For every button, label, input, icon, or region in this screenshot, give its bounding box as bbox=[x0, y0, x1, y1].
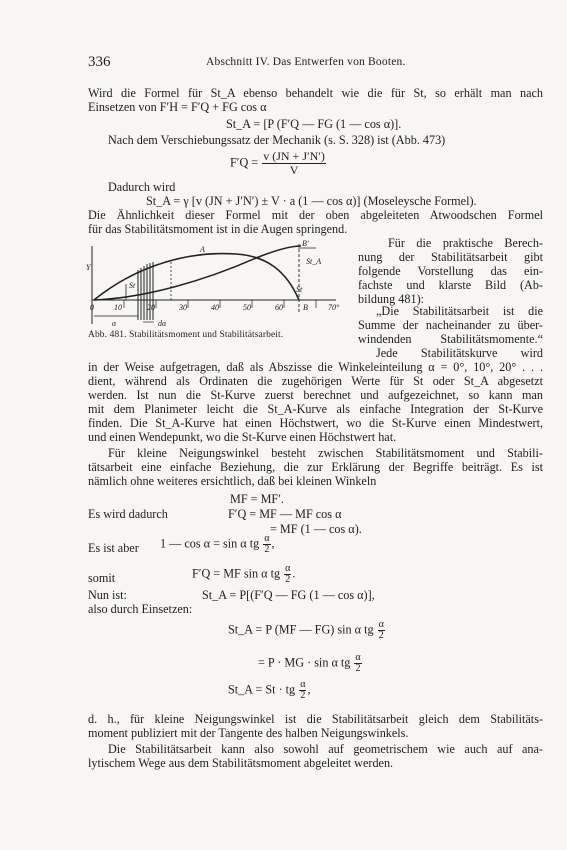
fraction bbox=[378, 620, 385, 641]
text-line: windenden Stabilitätsmomente.“ bbox=[358, 332, 543, 346]
text-line: fachste und klarste Bild (Ab- bbox=[358, 278, 543, 292]
fraction bbox=[262, 150, 326, 177]
text-line: werden. Ist nun die St-Kurve zuerst berechnet und aufgezeichnet, so kann man bbox=[88, 388, 543, 402]
text-line: Jede Stabilitätskurve wird bbox=[376, 346, 543, 360]
fraction bbox=[354, 653, 361, 674]
text-line: Dadurch wird bbox=[108, 180, 176, 194]
text-line: nämlich ohne weiteres ersichtlich, daß bei kleinen Winkeln bbox=[88, 474, 377, 488]
equation: 1 — cos α = sin α tg $\frac{\alpha}{2}$ , bbox=[160, 533, 275, 555]
curve-label-b-prime: B′ bbox=[302, 240, 309, 248]
equation: = MF (1 — cos α). bbox=[270, 522, 362, 536]
text-line: bildung 481): bbox=[358, 292, 425, 306]
st-a-curve bbox=[94, 246, 301, 300]
equation: St_A = P[(F′Q — FG (1 — cos α)], bbox=[202, 588, 375, 602]
text-line: d. h., für kleine Neigungswinkel ist die Stabilitätsarbeit gleich dem Stabilitäts- bbox=[88, 712, 543, 726]
fraction-numerator: α bbox=[300, 679, 306, 690]
equation-label: somit bbox=[88, 571, 116, 585]
text-line: dient, während als Ordinaten die zugehörigen Werte für St oder St_A abgesetzt bbox=[88, 374, 543, 388]
equation: St_A = [P (F′Q — FG (1 — cos α)]. bbox=[226, 117, 402, 131]
curve-label-st-inner: St bbox=[129, 281, 136, 290]
x-tick-label: 40 bbox=[211, 303, 219, 312]
text-line: also durch Einsetzen: bbox=[88, 602, 193, 616]
text-line: folgende Vorstellung das ein- bbox=[358, 264, 543, 278]
text-line: für das Stabilitätsmoment ist in die Augen springend. bbox=[88, 222, 348, 236]
fraction-denominator: 2 bbox=[264, 544, 270, 555]
text-line: Einsetzen von F′H = F′Q + FG cos α bbox=[88, 100, 267, 114]
text-line: in der Weise aufgetragen, daß als Abszisse die Winkeleinteilung α = 0°, 10°, 20° . . . bbox=[88, 360, 543, 374]
figure-caption: Abb. 481. Stabilitätsmoment und Stabilitätsarbeit. bbox=[88, 330, 284, 340]
text-line: Die Stabilitätsarbeit kann also sowohl auf geometrischem wie auch auf ana- bbox=[108, 742, 543, 756]
eq-text: 1 — cos α = sin α tg bbox=[160, 536, 260, 551]
eq-text: St_A = P (MF — FG) sin α tg bbox=[228, 622, 374, 637]
fraction-denominator: V bbox=[289, 163, 299, 177]
curve-label-a: A bbox=[200, 245, 205, 254]
fraction-denominator: 2 bbox=[285, 574, 291, 585]
eq-lhs: F′Q = bbox=[230, 155, 259, 170]
page-number: 336 bbox=[88, 54, 111, 70]
x-end-label: 70° bbox=[328, 303, 340, 312]
x-tick-label: 60 bbox=[275, 303, 283, 312]
fraction-denominator: 2 bbox=[378, 630, 384, 641]
alpha-label: α bbox=[112, 319, 117, 328]
fraction-numerator: α bbox=[355, 652, 361, 663]
running-header bbox=[88, 54, 488, 70]
text-line: finden. Die St_A-Kurve hat einen Höchstwert, wo die St-Kurve einen Mindestwert, bbox=[88, 416, 543, 430]
equation bbox=[228, 620, 386, 641]
text-line: Wird die Formel für St_A ebenso behandelt wie die für St, so erhält man nach bbox=[88, 86, 543, 100]
x-tick-label: 0 bbox=[90, 303, 94, 312]
text-line: Summe der nacheinander zu über- bbox=[358, 318, 543, 332]
equation-label: Nun ist: bbox=[88, 588, 127, 602]
equation: St_A = γ [v (JN + J′N′) ± V · a (1 — cos α)] (Moseleysche Formel). bbox=[146, 194, 477, 208]
text-line: mit dem Planimeter leicht die St_A-Kurve als einfache Integration der St-Kurve bbox=[88, 402, 543, 416]
fraction bbox=[263, 534, 270, 555]
y-axis-label: Y bbox=[86, 263, 91, 272]
curve-label-st-a: St_A bbox=[306, 257, 322, 266]
eq-text: F′Q = MF sin α tg bbox=[192, 566, 281, 581]
st-curve bbox=[94, 254, 299, 300]
fraction bbox=[299, 680, 306, 701]
equation-label: Es ist aber bbox=[88, 541, 139, 555]
text-line: „Die Stabilitätsarbeit ist die bbox=[376, 304, 543, 318]
text-line: nung der Stabilitätsarbeit gibt bbox=[358, 250, 543, 264]
fraction-denominator: 2 bbox=[355, 663, 361, 674]
equation bbox=[258, 653, 363, 674]
x-tick-label: 20 bbox=[147, 303, 155, 312]
fraction-numerator: α bbox=[264, 533, 270, 544]
fraction-denominator: 2 bbox=[300, 690, 306, 701]
text-line: Für die praktische Berech- bbox=[388, 236, 543, 250]
x-tick-label: 50 bbox=[243, 303, 251, 312]
equation-label: Es wird dadurch bbox=[88, 507, 168, 521]
curve-label-st: St bbox=[296, 285, 303, 294]
text-line: tätsarbeit eine einfache Beziehung, die zur Erklärung der Begriffe beiträgt. Es ist bbox=[88, 460, 543, 474]
eq-text: = P · MG · sin α tg bbox=[258, 655, 351, 670]
equation: St_A = St · tg $\frac{\alpha}{2}$ , bbox=[228, 679, 311, 701]
text-line: Nach dem Verschiebungssatz der Mechanik (s. S. 328) ist (Abb. 473) bbox=[108, 133, 446, 147]
text-line: Für kleine Neigungswinkel besteht zwischen Stabilitätsmoment und Stabili- bbox=[108, 446, 543, 460]
eq-text: St_A = St · tg bbox=[228, 682, 296, 697]
fraction-numerator: α bbox=[378, 619, 384, 630]
fraction bbox=[284, 564, 291, 585]
figure-stability-curves bbox=[86, 240, 348, 332]
text-line: Die Ähnlichkeit dieser Formel mit der oben abgeleiteten Atwoodschen Formel bbox=[88, 208, 543, 222]
x-tick-label: 10 bbox=[114, 303, 122, 312]
text-line: lytischem Wege aus dem Stabilitätsmoment abgeleitet werden. bbox=[88, 756, 394, 770]
fraction-numerator: α bbox=[285, 563, 291, 574]
x-arrow-label: B bbox=[303, 303, 308, 312]
equation bbox=[230, 150, 327, 177]
d-alpha-label: dα bbox=[158, 319, 167, 328]
x-tick-label: 30 bbox=[179, 303, 187, 312]
fraction-numerator: v (JN + J′N′) bbox=[263, 149, 325, 163]
running-title: Abschnitt IV. Das Entwerfen von Booten. bbox=[206, 56, 406, 68]
figure-svg bbox=[86, 240, 348, 332]
equation: F′Q = MF sin α tg $\frac{\alpha}{2}$ . bbox=[192, 563, 296, 585]
equation: F′Q = MF — MF cos α bbox=[228, 507, 342, 521]
equation: MF = MF′. bbox=[230, 492, 284, 506]
text-line: moment publiziert mit der Tangente des halben Neigungswinkels. bbox=[88, 726, 409, 740]
text-line: und einen Wendepunkt, wo die St-Kurve einen Höchstwert hat. bbox=[88, 430, 397, 444]
